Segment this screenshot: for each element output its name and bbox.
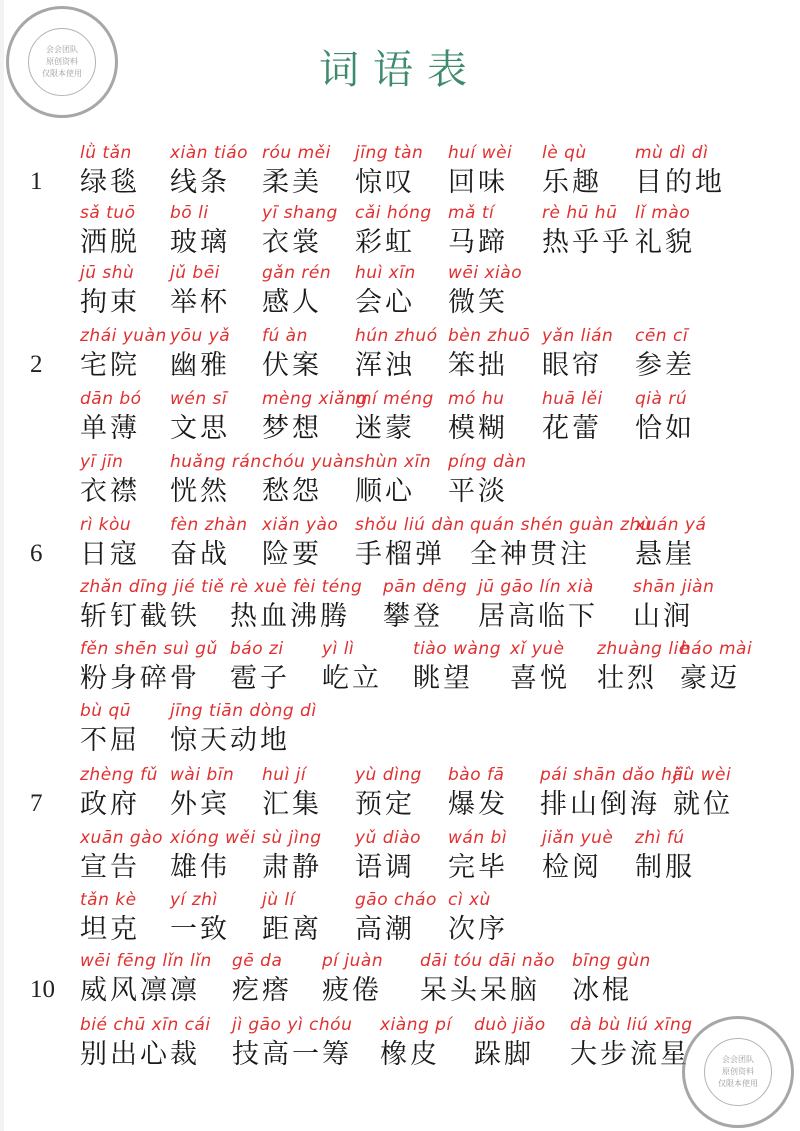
hanzi-word: 礼貌 xyxy=(635,227,695,258)
pinyin-annotation: yì lì xyxy=(322,639,355,659)
hanzi-word: 柔美 xyxy=(262,167,322,198)
pinyin-annotation: qià rú xyxy=(635,389,688,409)
vocab-word xyxy=(80,260,140,320)
pinyin-annotation: tǎn kè xyxy=(80,890,137,910)
pinyin-annotation: dān bó xyxy=(80,389,142,409)
pinyin-annotation: jū gāo lín xià xyxy=(478,577,594,597)
hanzi-word: 悬崖 xyxy=(635,539,695,570)
vocab-word xyxy=(322,636,382,696)
pinyin-annotation: shān jiàn xyxy=(633,577,715,597)
word-row xyxy=(0,948,800,1008)
hanzi-word: 衣襟 xyxy=(80,476,140,507)
hanzi-word: 迷蒙 xyxy=(355,413,415,444)
hanzi-word: 热血沸腾 xyxy=(230,601,350,632)
vocab-word xyxy=(635,323,695,383)
hanzi-word: 次序 xyxy=(448,914,508,945)
hanzi-word: 排山倒海 xyxy=(540,789,660,820)
vocab-word xyxy=(633,574,714,634)
vocab-word xyxy=(80,887,140,947)
vocab-word xyxy=(448,762,508,822)
pinyin-annotation: wài bīn xyxy=(170,765,235,785)
vocab-word xyxy=(448,449,526,509)
pinyin-annotation: jū shù xyxy=(80,263,135,283)
hanzi-word: 疲倦 xyxy=(322,975,382,1006)
pinyin-annotation: jǔ bēi xyxy=(170,263,220,283)
vocab-word xyxy=(448,200,508,260)
vocab-word xyxy=(262,140,331,200)
hanzi-word: 冰棍 xyxy=(572,975,632,1006)
vocab-word xyxy=(355,887,437,947)
pinyin-annotation: shǒu liú dàn xyxy=(355,515,465,535)
watermark-stamp-bottom xyxy=(682,1016,794,1128)
lesson-number: 1 xyxy=(30,168,43,195)
hanzi-word: 制服 xyxy=(635,852,695,883)
pinyin-annotation: xǐ yuè xyxy=(510,639,565,659)
word-row xyxy=(0,512,800,572)
pinyin-annotation: jīng tàn xyxy=(355,143,424,163)
pinyin-annotation: mù dì dì xyxy=(635,143,709,163)
pinyin-annotation: xuān gào xyxy=(80,828,164,848)
vocab-word xyxy=(355,512,465,572)
hanzi-word: 威风凛凛 xyxy=(80,975,200,1006)
vocab-word xyxy=(448,386,508,446)
pinyin-annotation: xióng wěi xyxy=(170,828,256,848)
hanzi-word: 玻璃 xyxy=(170,227,230,258)
hanzi-word: 宅院 xyxy=(80,350,140,381)
pinyin-annotation: mó hu xyxy=(448,389,505,409)
hanzi-word: 坦克 xyxy=(80,914,140,945)
hanzi-word: 斩钉截铁 xyxy=(80,601,200,632)
pinyin-annotation: yī jīn xyxy=(80,452,124,472)
hanzi-word: 花蕾 xyxy=(542,413,602,444)
word-row xyxy=(0,636,800,696)
hanzi-word: 攀登 xyxy=(383,601,443,632)
hanzi-word: 拘束 xyxy=(80,287,140,318)
hanzi-word: 参差 xyxy=(635,350,695,381)
hanzi-word: 手榴弹 xyxy=(355,539,445,570)
hanzi-word: 乐趣 xyxy=(542,167,602,198)
pinyin-annotation: xiàng pí xyxy=(380,1015,452,1035)
lesson-number: 7 xyxy=(30,790,43,817)
pinyin-annotation: gē da xyxy=(232,951,283,971)
vocab-word xyxy=(262,449,355,509)
hanzi-word: 居高临下 xyxy=(478,601,598,632)
vocab-word xyxy=(355,260,416,320)
vocab-word xyxy=(80,762,158,822)
vocab-word xyxy=(170,762,234,822)
vocab-word xyxy=(470,512,652,572)
pinyin-annotation: bié chū xīn cái xyxy=(80,1015,211,1035)
vocab-word xyxy=(542,386,603,446)
pinyin-annotation: yí zhì xyxy=(170,890,218,910)
pinyin-annotation: xuán yá xyxy=(635,515,707,535)
pinyin-annotation: wán bì xyxy=(448,828,508,848)
hanzi-word: 浑浊 xyxy=(355,350,415,381)
vocab-word xyxy=(80,449,140,509)
hanzi-word: 文思 xyxy=(170,413,230,444)
page-title: 词语表 xyxy=(319,47,481,93)
pinyin-annotation: mǎ tí xyxy=(448,203,495,223)
vocab-word xyxy=(635,140,725,200)
hanzi-word: 别出心裁 xyxy=(80,1039,200,1070)
pinyin-annotation: báo zi xyxy=(230,639,284,659)
hanzi-word: 惊叹 xyxy=(355,167,415,198)
pinyin-annotation: yù dìng xyxy=(355,765,422,785)
stamp-line-3: 仅限本使用 xyxy=(42,69,82,78)
pinyin-annotation: lǐ mào xyxy=(635,203,691,223)
vocab-word xyxy=(673,762,733,822)
hanzi-word: 政府 xyxy=(80,789,140,820)
pinyin-annotation: rì kòu xyxy=(80,515,132,535)
hanzi-word: 日寇 xyxy=(80,539,140,570)
pinyin-annotation: háo mài xyxy=(680,639,753,659)
vocab-word xyxy=(542,825,613,885)
pinyin-annotation: xiǎn yào xyxy=(262,515,339,535)
vocab-word xyxy=(262,512,338,572)
pinyin-annotation: huǎng rán xyxy=(170,452,262,472)
hanzi-word: 全神贯注 xyxy=(470,539,590,570)
vocab-word xyxy=(635,825,695,885)
vocab-word xyxy=(262,762,322,822)
vocab-word xyxy=(448,887,508,947)
hanzi-word: 检阅 xyxy=(542,852,602,883)
vocab-word xyxy=(262,386,368,446)
vocab-word xyxy=(635,200,695,260)
vocab-word xyxy=(80,574,224,634)
hanzi-word: 彩虹 xyxy=(355,227,415,258)
hanzi-word: 模糊 xyxy=(448,413,508,444)
lesson-number: 10 xyxy=(30,976,55,1003)
pinyin-annotation: róu měi xyxy=(262,143,331,163)
vocab-word xyxy=(230,636,290,696)
pinyin-annotation: píng dàn xyxy=(448,452,527,472)
pinyin-annotation: zhuàng liè xyxy=(597,639,690,659)
pinyin-annotation: lǜ tǎn xyxy=(80,143,132,163)
vocab-word xyxy=(448,140,512,200)
hanzi-word: 险要 xyxy=(262,539,322,570)
hanzi-word: 梦想 xyxy=(262,413,322,444)
vocab-word xyxy=(80,200,140,260)
hanzi-word: 眺望 xyxy=(413,663,473,694)
hanzi-word: 就位 xyxy=(673,789,733,820)
pinyin-annotation: jì gāo yì chóu xyxy=(232,1015,353,1035)
pinyin-annotation: wén sī xyxy=(170,389,228,409)
pinyin-annotation: huì jí xyxy=(262,765,307,785)
hanzi-word: 顺心 xyxy=(355,476,415,507)
stamp-line-1: 会会团队 xyxy=(722,1055,754,1064)
hanzi-word: 屹立 xyxy=(322,663,382,694)
hanzi-word: 不屈 xyxy=(80,725,140,756)
vocab-word xyxy=(170,323,230,383)
vocab-word xyxy=(170,140,248,200)
pinyin-annotation: dāi tóu dāi nǎo xyxy=(420,951,556,971)
stamp-line-2: 原创资料 xyxy=(722,1067,754,1076)
vocab-word xyxy=(572,948,651,1008)
vocab-word xyxy=(542,323,613,383)
vocab-word xyxy=(262,323,322,383)
pinyin-annotation: zhái yuàn xyxy=(80,326,167,346)
pinyin-annotation: jiù wèi xyxy=(673,765,732,785)
pinyin-annotation: quán shén guàn zhù xyxy=(470,515,653,535)
hanzi-word: 呆头呆脑 xyxy=(420,975,540,1006)
hanzi-word: 大步流星 xyxy=(570,1039,690,1070)
pinyin-annotation: fěn shēn suì gǔ xyxy=(80,639,218,659)
vocab-word xyxy=(542,140,602,200)
pinyin-annotation: gāo cháo xyxy=(355,890,437,910)
pinyin-annotation: wēi fēng lǐn lǐn xyxy=(80,951,212,971)
hanzi-word: 爆发 xyxy=(448,789,508,820)
pinyin-annotation: rè xuè fèi téng xyxy=(230,577,363,597)
pinyin-annotation: huì xīn xyxy=(355,263,416,283)
hanzi-word: 粉身碎骨 xyxy=(80,663,200,694)
vocab-word xyxy=(478,574,598,634)
hanzi-word: 线条 xyxy=(170,167,230,198)
hanzi-word: 距离 xyxy=(262,914,322,945)
pinyin-annotation: lè qù xyxy=(542,143,587,163)
vocab-word xyxy=(170,449,262,509)
pinyin-annotation: hún zhuó xyxy=(355,326,438,346)
vocab-word xyxy=(262,260,331,320)
hanzi-word: 惊天动地 xyxy=(170,725,290,756)
vocab-word xyxy=(80,140,140,200)
lesson-number: 2 xyxy=(30,351,43,378)
pinyin-annotation: zhèng fǔ xyxy=(80,765,158,785)
vocab-word xyxy=(355,762,422,822)
pinyin-annotation: duò jiǎo xyxy=(474,1015,546,1035)
pinyin-annotation: jīng tiān dòng dì xyxy=(170,701,317,721)
vocab-word xyxy=(597,636,690,696)
hanzi-word: 外宾 xyxy=(170,789,230,820)
hanzi-word: 幽雅 xyxy=(170,350,230,381)
hanzi-word: 疙瘩 xyxy=(232,975,292,1006)
hanzi-word: 橡皮 xyxy=(380,1039,440,1070)
hanzi-word: 微笑 xyxy=(448,287,508,318)
pinyin-annotation: bèn zhuō xyxy=(448,326,531,346)
hanzi-word: 恰如 xyxy=(635,413,695,444)
hanzi-word: 笨拙 xyxy=(448,350,508,381)
vocab-word xyxy=(474,1012,546,1072)
pinyin-annotation: wēi xiào xyxy=(448,263,523,283)
hanzi-word: 山涧 xyxy=(633,601,693,632)
hanzi-word: 高潮 xyxy=(355,914,415,945)
word-row xyxy=(0,140,800,200)
vocab-word xyxy=(540,762,689,822)
pinyin-annotation: bīng gùn xyxy=(572,951,651,971)
word-row xyxy=(0,762,800,822)
vocab-word xyxy=(170,887,230,947)
vocab-word xyxy=(380,1012,452,1072)
vocab-word xyxy=(680,636,752,696)
pinyin-annotation: jiǎn yuè xyxy=(542,828,614,848)
vocab-word xyxy=(232,948,292,1008)
pinyin-annotation: cēn cī xyxy=(635,326,689,346)
vocab-word xyxy=(230,574,362,634)
vocab-word xyxy=(420,948,555,1008)
word-row xyxy=(0,200,800,260)
hanzi-word: 会心 xyxy=(355,287,415,318)
vocab-word xyxy=(232,1012,352,1072)
pinyin-annotation: cǎi hóng xyxy=(355,203,432,223)
hanzi-word: 一致 xyxy=(170,914,230,945)
pinyin-annotation: sǎ tuō xyxy=(80,203,136,223)
hanzi-word: 愁怨 xyxy=(262,476,322,507)
vocab-word xyxy=(170,825,256,885)
pinyin-annotation: tiào wàng xyxy=(413,639,501,659)
hanzi-word: 雹子 xyxy=(230,663,290,694)
hanzi-word: 喜悦 xyxy=(510,663,570,694)
vocab-word xyxy=(542,200,632,260)
pinyin-annotation: yōu yǎ xyxy=(170,326,231,346)
pinyin-annotation: dà bù liú xīng xyxy=(570,1015,693,1035)
vocab-word xyxy=(262,825,322,885)
lesson-number: 6 xyxy=(30,540,43,567)
pinyin-annotation: huí wèi xyxy=(448,143,513,163)
hanzi-word: 感人 xyxy=(262,287,322,318)
pinyin-annotation: pí juàn xyxy=(322,951,384,971)
vocab-word xyxy=(413,636,501,696)
pinyin-annotation: mèng xiǎng xyxy=(262,389,368,409)
hanzi-word: 汇集 xyxy=(262,789,322,820)
hanzi-word: 热乎乎 xyxy=(542,227,632,258)
hanzi-word: 语调 xyxy=(355,852,415,883)
pinyin-annotation: cì xù xyxy=(448,890,491,910)
pinyin-annotation: bō li xyxy=(170,203,209,223)
vocab-word xyxy=(80,636,218,696)
vocab-word xyxy=(80,825,163,885)
pinyin-annotation: rè hū hū xyxy=(542,203,618,223)
vocab-word xyxy=(635,386,695,446)
hanzi-word: 回味 xyxy=(448,167,508,198)
pinyin-annotation: shùn xīn xyxy=(355,452,432,472)
pinyin-annotation: mí méng xyxy=(355,389,434,409)
vocab-word xyxy=(635,512,706,572)
vocab-word xyxy=(170,512,248,572)
hanzi-word: 洒脱 xyxy=(80,227,140,258)
pinyin-annotation: yǔ diào xyxy=(355,828,422,848)
hanzi-word: 目的地 xyxy=(635,167,725,198)
vocab-word xyxy=(262,200,338,260)
vocab-word xyxy=(170,200,230,260)
pinyin-annotation: pān dēng xyxy=(383,577,468,597)
pinyin-annotation: jù lí xyxy=(262,890,295,910)
pinyin-annotation: pái shān dǎo hǎi xyxy=(540,765,689,785)
word-row xyxy=(0,825,800,885)
hanzi-word: 平淡 xyxy=(448,476,508,507)
vocab-word xyxy=(80,512,140,572)
hanzi-word: 预定 xyxy=(355,789,415,820)
pinyin-annotation: huā lěi xyxy=(542,389,603,409)
word-row xyxy=(0,386,800,446)
word-row xyxy=(0,323,800,383)
vocab-word xyxy=(355,825,421,885)
pinyin-annotation: yī shang xyxy=(262,203,338,223)
vocab-word xyxy=(355,449,431,509)
hanzi-word: 宣告 xyxy=(80,852,140,883)
hanzi-word: 衣裳 xyxy=(262,227,322,258)
pinyin-annotation: xiàn tiáo xyxy=(170,143,249,163)
pinyin-annotation: bào fā xyxy=(448,765,505,785)
hanzi-word: 壮烈 xyxy=(597,663,657,694)
pinyin-annotation: zhǎn dīng jié tiě xyxy=(80,577,225,597)
vocab-word xyxy=(448,323,530,383)
word-row xyxy=(0,260,800,320)
hanzi-word: 技高一筹 xyxy=(232,1039,352,1070)
vocab-word xyxy=(570,1012,693,1072)
stamp-line-3: 仅限本使用 xyxy=(718,1079,758,1088)
stamp-line-1: 会会团队 xyxy=(46,45,78,54)
hanzi-word: 绿毯 xyxy=(80,167,140,198)
word-row xyxy=(0,449,800,509)
hanzi-word: 跺脚 xyxy=(474,1039,534,1070)
word-row xyxy=(0,698,800,758)
pinyin-annotation: fèn zhàn xyxy=(170,515,248,535)
vocab-word xyxy=(448,260,522,320)
vocab-word xyxy=(355,140,423,200)
pinyin-annotation: sù jìng xyxy=(262,828,322,848)
vocab-word xyxy=(322,948,383,1008)
hanzi-word: 完毕 xyxy=(448,852,508,883)
word-row xyxy=(0,1012,800,1072)
vocab-word xyxy=(80,323,167,383)
pinyin-annotation: gǎn rén xyxy=(262,263,332,283)
pinyin-annotation: fú àn xyxy=(262,326,308,346)
vocab-word xyxy=(510,636,570,696)
vocab-word xyxy=(80,386,142,446)
hanzi-word: 眼帘 xyxy=(542,350,602,381)
vocab-word xyxy=(448,825,508,885)
pinyin-annotation: yǎn lián xyxy=(542,326,614,346)
word-row xyxy=(0,574,800,634)
stamp-line-2: 原创资料 xyxy=(46,57,78,66)
hanzi-word: 恍然 xyxy=(170,476,230,507)
vocab-word xyxy=(355,386,434,446)
pinyin-annotation: zhì fú xyxy=(635,828,685,848)
pinyin-annotation: chóu yuàn xyxy=(262,452,356,472)
hanzi-word: 单薄 xyxy=(80,413,140,444)
vocab-word xyxy=(170,386,230,446)
vocab-word xyxy=(80,1012,211,1072)
hanzi-word: 奋战 xyxy=(170,539,230,570)
hanzi-word: 雄伟 xyxy=(170,852,230,883)
hanzi-word: 肃静 xyxy=(262,852,322,883)
vocab-word xyxy=(170,260,230,320)
vocab-word xyxy=(262,887,322,947)
hanzi-word: 举杯 xyxy=(170,287,230,318)
vocab-word xyxy=(355,200,432,260)
hanzi-word: 伏案 xyxy=(262,350,322,381)
hanzi-word: 豪迈 xyxy=(680,663,740,694)
word-row xyxy=(0,887,800,947)
vocab-word xyxy=(80,698,140,758)
vocab-word xyxy=(355,323,438,383)
vocab-word xyxy=(383,574,467,634)
hanzi-word: 马蹄 xyxy=(448,227,508,258)
vocab-word xyxy=(80,948,212,1008)
pinyin-annotation: bù qū xyxy=(80,701,132,721)
vocab-word xyxy=(170,698,317,758)
